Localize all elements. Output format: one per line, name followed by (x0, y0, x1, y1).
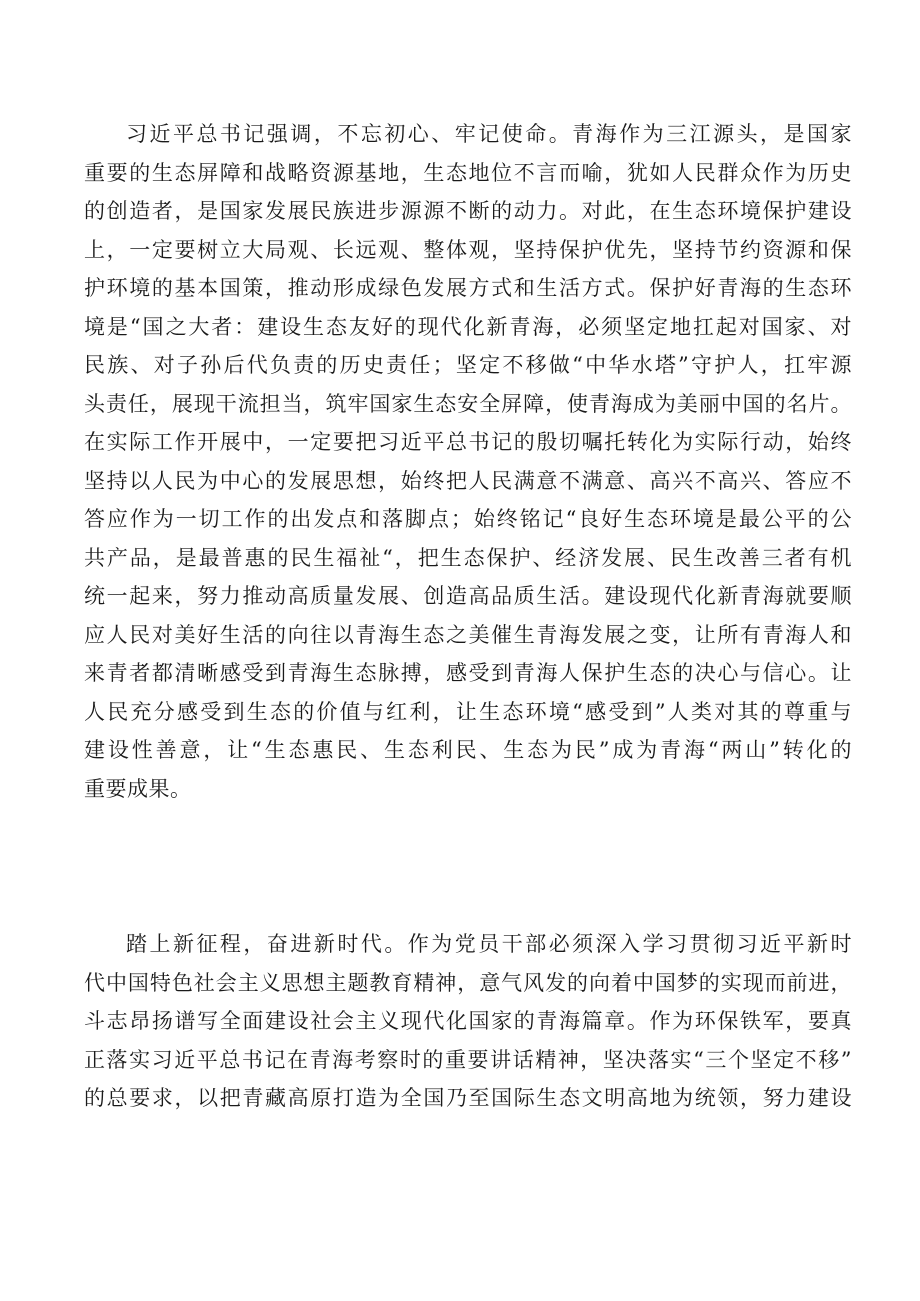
paragraph-line: 的总要求，以把青藏高原打造为全国乃至国际生态文明高地为统领，努力建设 (84, 1086, 852, 1110)
paragraph-line: 的创造者，是国家发展民族进步源源不断的动力。对此，在生态环境保护建设 (84, 199, 852, 223)
paragraph-line: 答应作为一切工作的出发点和落脚点；始终铭记“良好生态环境是最公平的公 (84, 507, 852, 531)
paragraph-line: 民族、对子孙后代负责的历史责任；坚定不移做“中华水塔”守护人，扛牢源 (84, 353, 852, 377)
paragraph-line: 共产品，是最普惠的民生福祉“，把生态保护、经济发展、民生改善三者有机 (84, 545, 852, 570)
paragraph-line: 重要成果。 (84, 776, 192, 801)
paragraph-line: 上，一定要树立大局观、长远观、整体观，坚持保护优先，坚持节约资源和保 (84, 237, 852, 262)
paragraph-line: 统一起来，努力推动高质量发展、创造高品质生活。建设现代化新青海就要顺 (84, 584, 852, 608)
paragraph-line: 踏上新征程，奋进新时代。作为党员干部必须深入学习贯彻习近平新时 (126, 932, 852, 956)
paragraph-line: 应人民对美好生活的向往以青海生态之美催生青海发展之变，让所有青海人和 (84, 622, 852, 647)
paragraph-line: 斗志昂扬谱写全面建设社会主义现代化国家的青海篇章。作为环保铁军，要真 (84, 1009, 852, 1033)
paragraph-2 (84, 925, 852, 1118)
paragraph-line: 境是“国之大者：建设生态友好的现代化新青海，必须坚定地扛起对国家、对 (84, 314, 852, 339)
paragraph-line: 重要的生态屏障和战略资源基地，生态地位不言而喻，犹如人民群众作为历史 (84, 160, 852, 185)
paragraph-line: 来青者都清晰感受到青海生态脉搏，感受到青海人保护生态的决心与信心。让 (84, 661, 852, 685)
paragraph-1 (84, 115, 852, 808)
paragraph-line: 坚持以人民为中心的发展思想，始终把人民满意不满意、高兴不高兴、答应不 (84, 468, 852, 493)
paragraph-line: 代中国特色社会主义思想主题教育精神，意气风发的向着中国梦的实现而前进， (84, 970, 852, 995)
paragraph-line: 建设性善意，让“生态惠民、生态利民、生态为民”成为青海“两山”转化的 (84, 738, 852, 762)
paragraph-line: 头责任，展现干流担当，筑牢国家生态安全屏障，使青海成为美丽中国的名片。 (84, 391, 852, 416)
paragraph-line: 在实际工作开展中，一定要把习近平总书记的殷切嘱托转化为实际行动，始终 (84, 430, 852, 454)
paragraph-line: 人民充分感受到生态的价值与红利，让生态环境“感受到”人类对其的尊重与 (84, 699, 852, 724)
paragraph-line: 护环境的基本国策，推动形成绿色发展方式和生活方式。保护好青海的生态环 (84, 276, 852, 300)
paragraph-line: 正落实习近平总书记在青海考察时的重要讲话精神，坚决落实“三个坚定不移” (84, 1047, 852, 1072)
paragraph-line: 习近平总书记强调，不忘初心、牢记使命。青海作为三江源头，是国家 (126, 122, 852, 146)
